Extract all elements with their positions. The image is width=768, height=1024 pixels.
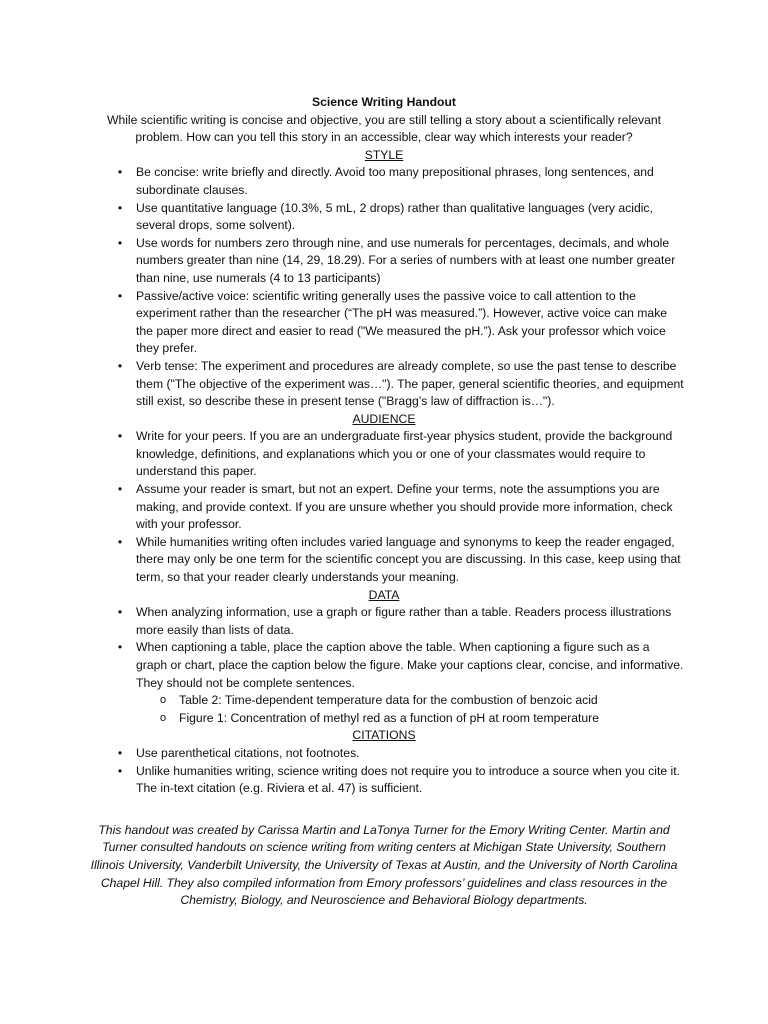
list-item-text: Passive/active voice: scientific writing generally uses the passive voice to call attention to the experiment rather than the researcher (“The pH was measured.”). However, active voice can make the paper more direct and easier to read ("We measured the pH.”). Ask your professor which voice they prefer.: [136, 288, 668, 356]
section-heading-style: STYLE: [364, 147, 404, 162]
section-style: [84, 147, 684, 411]
intro-paragraph: While scientific writing is concise and objective, you are still telling a story about a scientifically relevant problem. How can you tell this story in an accessible, clear way which interests your reader?: [106, 112, 662, 145]
list-item-text: Use quantitative language (10.3%, 5 mL, 2 drops) rather than qualitative languages (very acidic, several drops, some solvent).: [136, 200, 653, 233]
section-data: [84, 587, 684, 728]
audience-list: [84, 428, 684, 586]
bullet-icon: •: [117, 640, 123, 655]
bullet-icon: •: [117, 200, 123, 215]
bullet-icon: •: [117, 745, 123, 760]
list-item: [117, 604, 684, 639]
list-item: [117, 358, 684, 411]
sub-list-item-text: Table 2: Time-dependent temperature data for the combustion of benzoic acid: [179, 693, 598, 708]
bullet-icon: •: [117, 763, 123, 778]
list-item: [117, 288, 684, 358]
data-list: [84, 604, 684, 727]
list-item: [117, 235, 684, 288]
section-heading-data: DATA: [368, 587, 400, 602]
caption-examples-list: [136, 692, 684, 727]
list-item-text: When captioning a table, place the caption above the table. When captioning a figure such as a graph or chart, place the caption below the figure. Make your captions clear, concise, and informative. They should not be complete sentences.: [136, 640, 684, 690]
section-citations: [84, 727, 684, 797]
bullet-icon: •: [117, 165, 123, 180]
circle-bullet-icon: o: [159, 711, 167, 724]
section-heading-audience: AUDIENCE: [352, 411, 416, 426]
list-item: [117, 481, 684, 534]
bullet-icon: •: [117, 429, 123, 444]
list-item: [117, 763, 684, 798]
sub-list-item-text: Figure 1: Concentration of methyl red as a function of pH at room temperature: [179, 710, 600, 725]
circle-bullet-icon: o: [159, 694, 167, 707]
bullet-icon: •: [117, 288, 123, 303]
bullet-icon: •: [117, 482, 123, 497]
bullet-icon: •: [117, 605, 123, 620]
list-item: [117, 164, 684, 199]
bullet-icon: •: [117, 235, 123, 250]
citations-list: [84, 745, 684, 798]
list-item: [117, 639, 684, 727]
list-item: [117, 745, 684, 763]
list-item: [117, 200, 684, 235]
list-item-text: While humanities writing often includes varied language and synonyms to keep the reader engaged, there may only be one term for the scientific concept you are discussing. In this case, keep using that term, so that your reader clearly understands your meaning.: [136, 534, 681, 585]
list-item: [117, 428, 684, 481]
document-title: Science Writing Handout: [311, 95, 456, 109]
list-item-text: Unlike humanities writing, science writing does not require you to introduce a source when you cite it. The in-text citation (e.g. Riviera et al. 47) is sufficient.: [136, 763, 680, 796]
list-item-text: Use words for numbers zero through nine, and use numerals for percentages, decimals, and whole numbers greater than nine (14, 29, 18.29). For a series of numbers with at least one number greater than nine, use numerals (4 to 13 participants): [136, 235, 676, 285]
sub-list-item: [159, 710, 684, 728]
credits-footer: This handout was created by Carissa Martin and LaTonya Turner for the Emory Writing Center. Martin and Turner consulted handouts on science writing from writing centers at Michigan State University, Southern Illinois University, Vanderbilt University, the University of Texas at Austin, and the University of North Carolina Chapel Hill. They also compiled information from Emory professors’ guidelines and class resources in the Chemistry, Biology, and Neuroscience and Behavioral Biology departments.: [90, 822, 678, 908]
bullet-icon: •: [117, 534, 123, 549]
list-item-text: When analyzing information, use a graph or figure rather than a table. Readers process illustrations more easily than lists of data.: [136, 605, 672, 637]
list-item-text: Verb tense: The experiment and procedures are already complete, so use the past tense to describe them ("The objective of the experiment was…"). The paper, general scientific theories, and equipment still exist, so describe these in present tense ("Bragg’s law of diffraction is…").: [136, 358, 684, 409]
bullet-icon: •: [117, 358, 123, 373]
list-item: [117, 534, 684, 587]
list-item-text: Use parenthetical citations, not footnotes.: [136, 745, 360, 760]
list-item-text: Be concise: write briefly and directly. Avoid too many prepositional phrases, long sentences, and subordinate clauses.: [136, 165, 654, 197]
section-heading-citations: CITATIONS: [352, 728, 416, 743]
style-list: [84, 164, 684, 410]
section-audience: [84, 411, 684, 587]
list-item-text: Assume your reader is smart, but not an expert. Define your terms, note the assumptions you are making, and provide context. If you are unsure whether you should provide more information, check with your professor.: [136, 482, 673, 532]
sub-list-item: [159, 692, 684, 710]
list-item-text: Write for your peers. If you are an undergraduate first-year physics student, provide the background knowledge, definitions, and explanations which you or one of your classmates would require to understand this paper.: [136, 429, 673, 479]
